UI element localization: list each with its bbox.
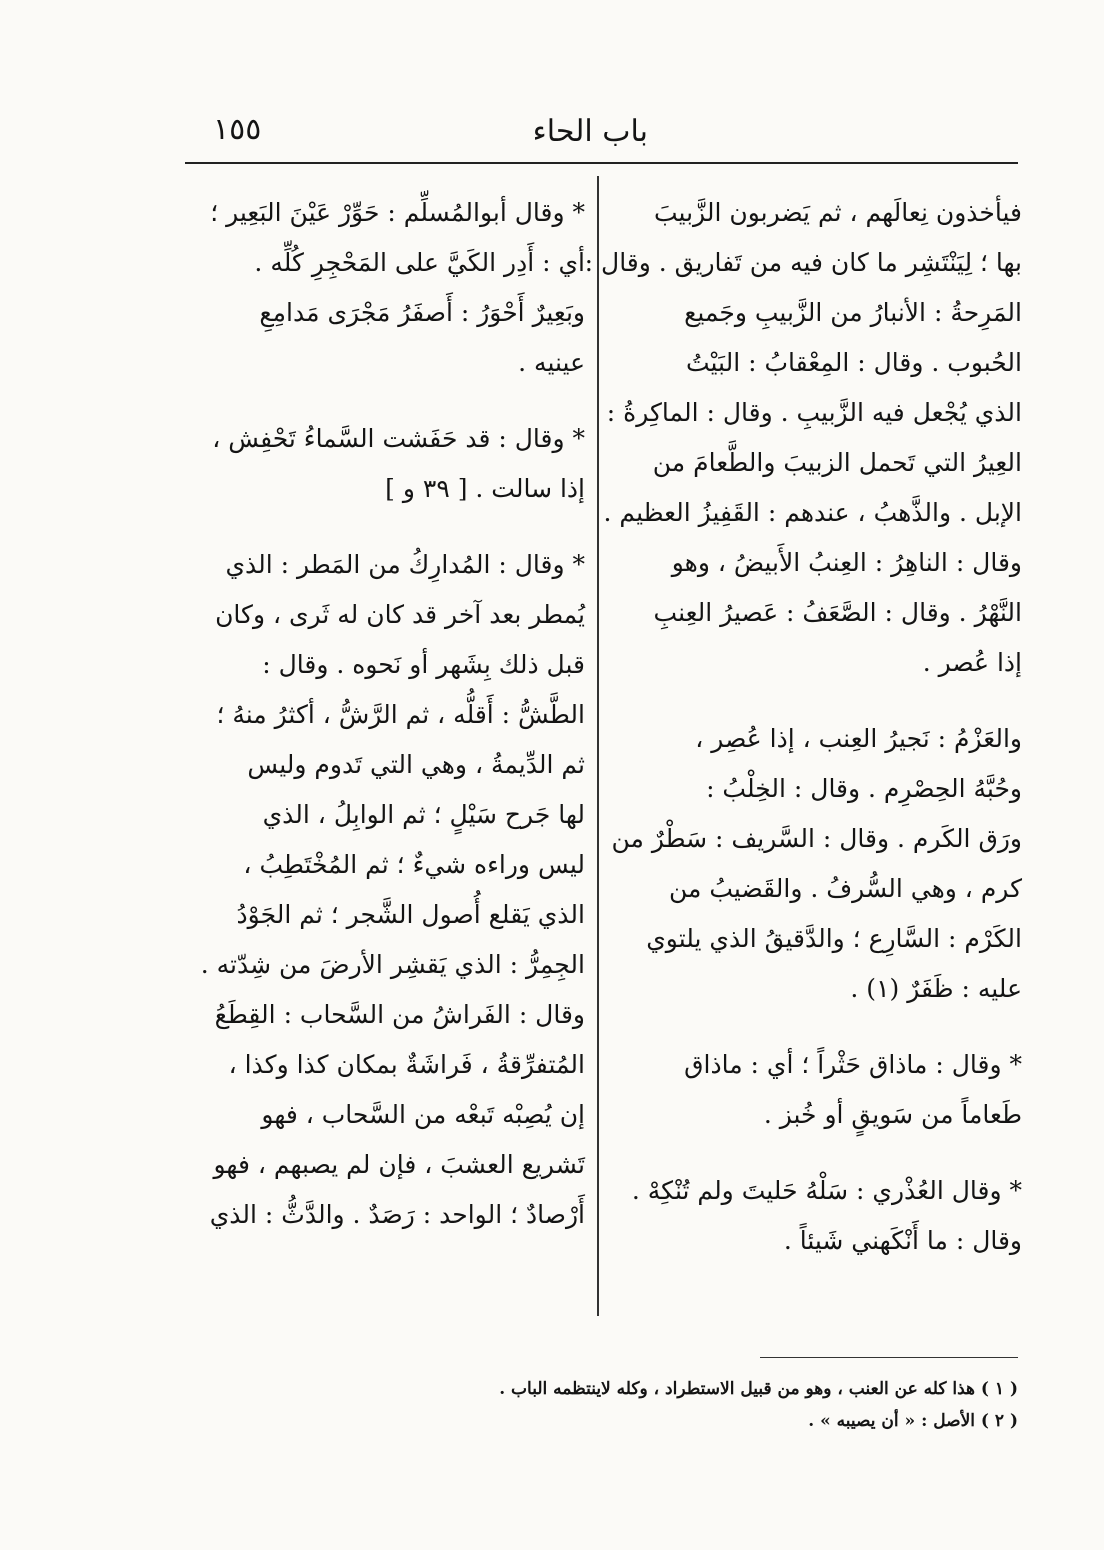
text-line: وقال : الناهِرُ : العِنبُ الأَبيضُ ، وهو [671,548,1022,577]
text-line: المُتفرِّقةُ ، فَراشَةٌ بمكان كذا وكذا ، [228,1050,585,1079]
text-line: عينيه . [518,348,585,377]
header-rule [185,162,1018,164]
text-line: الطَّشُّ : أَقلُّه ، ثم الرَّشُّ ، أكثرُ منهُ ؛ [216,700,585,729]
footnote-rule [760,1357,1018,1358]
text-line: الذي يَقلع أُصول الشَّجر ؛ ثم الجَوْدُ [236,900,585,929]
text-line: تَشريع العشبَ ، فإن لم يصبهم ، فهو [213,1150,585,1179]
text-line: وبَعِيرٌ أَحْوَرُ : أَصفَرُ مَجْرَى مَدامِعِ [259,298,585,327]
text-line: وقال : الفَراشُ من السَّحاب : القِطَعُ [214,1000,585,1029]
text-line: إذا سالت . [ ٣٩ و ] [385,474,585,503]
text-line: وقال : ما أَنْكَهني شَيئاً . [783,1226,1022,1255]
running-head: باب الحاء [532,114,648,149]
text-line: ليس وراءه شيءٌ ؛ ثم المُخْتَطِبُ ، [243,850,585,879]
footnote: ( ١ ) هذا كله عن العنب ، وهو من قبيل الاستطراد ، وكله لاينتظمه الباب . [499,1379,1018,1399]
left-column [190,188,585,1240]
text-line: الجِمِرُّ : الذي يَقشِر الأرضَ من شِدّته . [200,950,585,979]
text-line: النَّهْرُ . وقال : الصَّعَفُ : عَصيرُ العِنبِ [653,598,1022,627]
paragraph-gap [612,1014,1022,1040]
text-line: الكَرْم : السَّارِع ؛ والدَّقيقُ الذي يلتوي [646,924,1022,953]
paragraph-gap [612,688,1022,714]
text-line: ورَق الكَرم . وقال : السَّريف : سَطْرٌ من [611,824,1022,853]
text-line: طَعاماً من سَويقٍ أو خُبز . [763,1100,1022,1129]
text-line: * وقال : المُدارِكُ من المَطر : الذي [225,550,585,579]
text-line: فيأخذون نِعالَهم ، ثم يَضربون الزَّبيبَ [653,198,1022,227]
page-number: ١٥٥ [213,112,262,147]
text-line: * وقال : قد حَفَشت السَّماءُ تَحْفِش ، [212,424,585,453]
text-line: * وقال العُذْري : سَلْهُ حَليتَ ولم تُنْكِهْ . [631,1176,1022,1205]
footnote: ( ٢ ) الأصل : « أن يصيبه » . [808,1411,1018,1431]
text-line: ثم الدِّيمةُ ، وهي التي تَدوم وليس [247,750,585,779]
text-line: * وقال أبوالمُسلِّم : حَوِّرْ عَيْنَ البَعِير ؛ [210,198,585,227]
text-line: * وقال : ماذاق حَثْراً ؛ أي : ماذاق [684,1050,1022,1079]
text-line: إذا عُصر . [922,648,1022,677]
paragraph-gap [190,388,585,414]
text-line: المَرِحةُ : الأنبارُ من الزَّبيبِ وجَميع [684,298,1022,327]
column-divider [597,176,599,1316]
text-line: أي : أَدِر الكَيَّ على المَحْجِرِ كُلِّه . [254,248,585,277]
page-header [185,112,1018,162]
text-line: بها ؛ لِيَنْتَشِر ما كان فيه من تَفاريق . وقال : [584,248,1022,277]
text-line: وحُبَّهُ الحِصْرِم . وقال : الخِلْبُ : [706,774,1022,803]
text-line: الحُبوب . وقال : المِعْقابُ : البَيْتُ [685,348,1022,377]
text-line: لها جَرح سَيْلٍ ؛ ثم الوابِلُ ، الذي [262,800,585,829]
text-line: قبل ذلك بِشَهر أو نَحوه . وقال : [262,650,585,679]
text-line: العِيرُ التي تَحمل الزبيبَ والطَّعامَ من [652,448,1022,477]
text-line: والعَزْمُ : نَجيرُ العِنب ، إذا عُصِر ، [695,724,1022,753]
text-line: يُمطر بعد آخر قد كان له ثَرى ، وكان [215,600,585,629]
footnotes [400,1373,1018,1437]
paragraph-gap [612,1140,1022,1166]
right-column [584,188,1022,1266]
text-line: عليه : ظَفَرٌ (١) . [850,974,1022,1003]
text-line: أَرْصادٌ ؛ الواحد : رَصَدٌ . والدَّثُّ : الذي [209,1200,585,1229]
text-line: الإبل . والذَّهبُ ، عندهم : القَفِيزُ العظيم . [603,498,1022,527]
text-line: الذي يُجْعل فيه الزَّبيبِ . وقال : الماكِرةُ : [606,398,1022,427]
paragraph-gap [190,514,585,540]
text-line: إن يُصِبْه تَبعْه من السَّحاب ، فهو [261,1100,585,1129]
text-line: كرم ، وهي السُّرفُ . والقَضيبُ من [668,874,1022,903]
